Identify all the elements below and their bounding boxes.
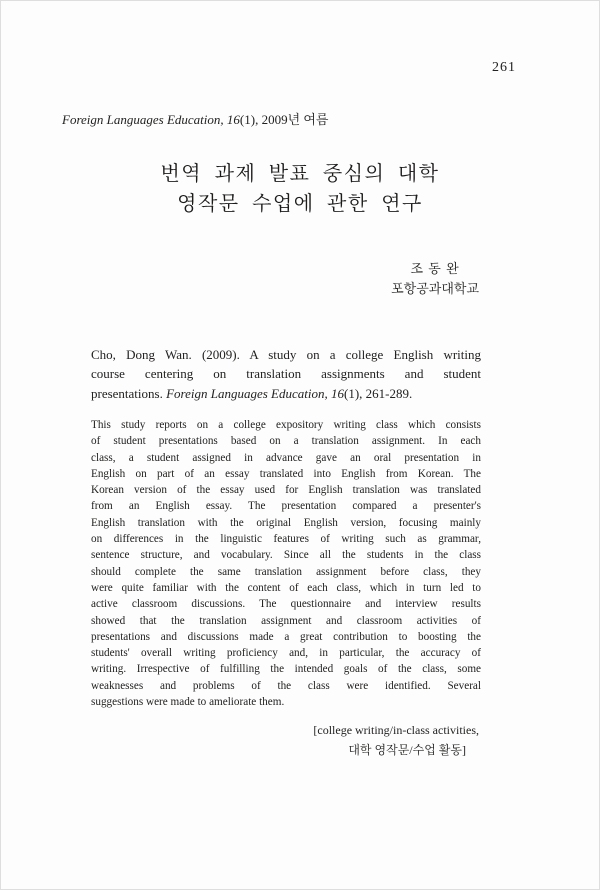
citation-line: course centering on translation assignments and student xyxy=(91,366,481,382)
citation-line: Cho, Dong Wan. (2009). A study on a college English writing xyxy=(91,347,481,362)
paper-title-line1: 번역 과제 발표 중심의 대학 xyxy=(160,163,440,185)
citation-text: presentations. xyxy=(91,385,167,401)
abstract-line: should complete the same translation assignment before class, they xyxy=(91,565,481,578)
abstract-line: writing. Irrespective of fulfilling the intended goals of the class, some xyxy=(91,663,481,676)
paper-title xyxy=(1,159,599,219)
abstract-line: presentations and discussions made a great contribution to boosting the xyxy=(91,630,481,643)
abstract-line: English on part of an essay translated into English from Korean. The xyxy=(91,467,481,480)
abstract-line: of student presentations based on a translation assignment. In each xyxy=(91,435,481,448)
abstract-line: showed that the translation assignment and classroom activities of xyxy=(91,614,481,627)
abstract-citation xyxy=(91,345,481,403)
abstract-line: suggestions were made to ameliorate them. xyxy=(91,696,285,709)
page-number: 261 xyxy=(492,60,516,75)
abstract-line: English translation with the original English version, focusing mainly xyxy=(91,516,481,529)
abstract-line: on differences in the linguistic features of writing such as grammar, xyxy=(91,533,481,546)
abstract-line: This study reports on a college expository writing class which consists xyxy=(91,419,481,431)
author-name: 조 동 완 xyxy=(410,261,460,276)
keywords-line1: [college writing/in-class activities, xyxy=(313,723,479,737)
journal-issue: (1), 2009년 여름 xyxy=(239,112,329,127)
journal-header xyxy=(62,109,329,128)
abstract-line: from an English essay. The presentation compared a presenter's xyxy=(91,500,481,513)
citation-line xyxy=(91,384,481,403)
citation-journal-name: Foreign Languages Education, 16 xyxy=(166,385,344,401)
abstract-line: class, a student assigned in advance gave an oral presentation in xyxy=(91,451,481,464)
abstract-line: active classroom discussions. The questionnaire and interview results xyxy=(91,598,481,611)
abstract-line: Korean version of the essay used for English translation was translated xyxy=(91,484,481,497)
author-block xyxy=(391,259,479,299)
abstract-line: sentence structure, and vocabulary. Since all the students in the class xyxy=(91,549,481,562)
citation-pages: (1), 261-289. xyxy=(344,385,413,401)
journal-name: Foreign Languages Education, 16 xyxy=(62,112,240,127)
abstract-line: were quite familiar with the content of each class, which in turn led to xyxy=(91,581,481,594)
abstract-body xyxy=(91,417,481,710)
keywords-block xyxy=(313,721,479,760)
author-affiliation: 포항공과대학교 xyxy=(391,281,479,296)
abstract-line: weaknesses and problems of the class were identified. Several xyxy=(91,679,481,692)
keywords-line2: 대학 영작문/수업 활동] xyxy=(348,742,466,757)
abstract-line: students' overall writing proficiency and, in particular, the accuracy of xyxy=(91,647,481,660)
paper-title-line2: 영작문 수업에 관한 연구 xyxy=(177,193,423,215)
